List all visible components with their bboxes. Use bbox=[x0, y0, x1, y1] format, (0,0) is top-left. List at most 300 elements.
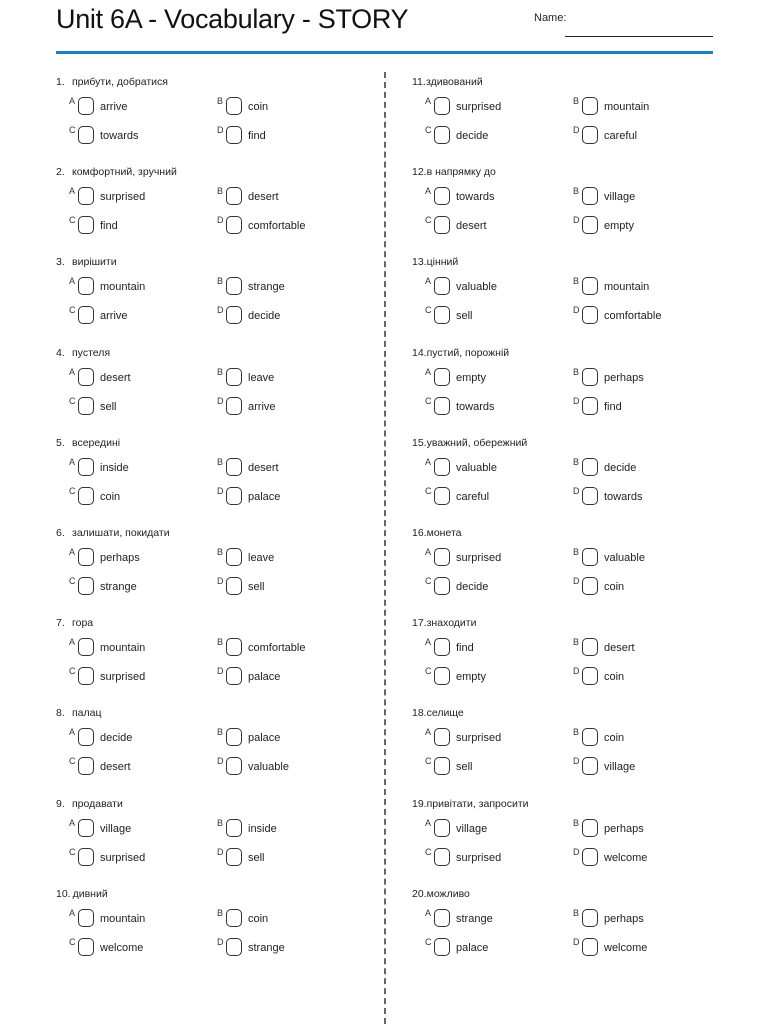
option-word: comfortable bbox=[248, 642, 306, 655]
answer-checkbox[interactable] bbox=[226, 187, 242, 205]
answer-checkbox[interactable] bbox=[582, 187, 598, 205]
option-word: inside bbox=[100, 461, 129, 474]
question-text: залишати, покидати bbox=[72, 526, 170, 539]
question-text: здивований bbox=[426, 76, 483, 88]
answer-checkbox[interactable] bbox=[78, 187, 94, 205]
option-word: find bbox=[456, 642, 474, 655]
option-word: palace bbox=[248, 732, 281, 745]
option-letter: A bbox=[69, 96, 76, 106]
option-word: surprised bbox=[100, 671, 146, 684]
option-letter: D bbox=[217, 305, 224, 316]
question-number: 17. bbox=[412, 617, 427, 630]
answer-checkbox[interactable] bbox=[582, 667, 598, 685]
answer-checkbox[interactable] bbox=[226, 306, 242, 324]
answer-checkbox[interactable] bbox=[582, 819, 598, 837]
question-number: 3. bbox=[56, 256, 65, 269]
question-prompt bbox=[412, 347, 509, 359]
option-word: welcome bbox=[604, 941, 648, 954]
option-word: coin bbox=[248, 101, 269, 113]
option-word: desert bbox=[604, 642, 635, 655]
question-text: всередині bbox=[72, 436, 121, 449]
right-column bbox=[412, 76, 732, 978]
answer-checkbox[interactable] bbox=[226, 819, 242, 837]
option-letter: C bbox=[69, 846, 76, 857]
option-word: empty bbox=[456, 671, 486, 684]
answer-checkbox[interactable] bbox=[226, 638, 242, 656]
question-item bbox=[56, 798, 376, 888]
option-letter: D bbox=[573, 305, 580, 316]
option-letter: C bbox=[425, 666, 432, 677]
option-letter: D bbox=[573, 125, 580, 135]
answer-checkbox[interactable] bbox=[78, 728, 94, 746]
option-letter: A bbox=[425, 637, 432, 648]
question-number: 11. bbox=[412, 76, 426, 88]
question-number: 9. bbox=[56, 797, 65, 810]
question-prompt bbox=[56, 798, 123, 810]
question-item bbox=[56, 347, 376, 437]
answer-checkbox[interactable] bbox=[226, 848, 242, 866]
option-letter: B bbox=[573, 366, 580, 377]
question-text: вирішити bbox=[72, 256, 117, 269]
option-letter: B bbox=[573, 456, 580, 467]
option-word: empty bbox=[456, 371, 486, 384]
option-word: towards bbox=[456, 191, 495, 204]
option-word: comfortable bbox=[248, 220, 306, 233]
question-item bbox=[56, 166, 376, 256]
option-word: surprised bbox=[456, 551, 502, 564]
answer-checkbox[interactable] bbox=[434, 819, 450, 837]
answer-checkbox[interactable] bbox=[582, 277, 598, 295]
answer-checkbox[interactable] bbox=[78, 909, 94, 927]
option-letter: D bbox=[217, 936, 224, 947]
question-number: 13. bbox=[412, 256, 427, 269]
answer-checkbox[interactable] bbox=[434, 277, 450, 295]
question-prompt bbox=[56, 888, 108, 900]
option-word: strange bbox=[248, 281, 285, 294]
option-word: coin bbox=[604, 671, 625, 684]
answer-checkbox[interactable] bbox=[226, 667, 242, 685]
option-word: welcome bbox=[604, 851, 648, 864]
option-letter: C bbox=[69, 756, 76, 767]
option-letter: A bbox=[425, 817, 432, 828]
option-word: arrive bbox=[248, 400, 276, 413]
question-number: 16. bbox=[412, 526, 427, 539]
question-prompt bbox=[56, 347, 110, 359]
option-word: desert bbox=[456, 220, 487, 233]
option-letter: B bbox=[573, 96, 580, 106]
answer-checkbox[interactable] bbox=[226, 97, 242, 115]
option-word: coin bbox=[604, 732, 625, 745]
option-word: village bbox=[604, 761, 636, 774]
option-word: mountain bbox=[100, 912, 146, 925]
answer-checkbox[interactable] bbox=[78, 397, 94, 415]
option-word: surprised bbox=[100, 851, 146, 864]
answer-checkbox[interactable] bbox=[582, 126, 598, 144]
option-letter: A bbox=[425, 727, 432, 738]
option-letter: A bbox=[69, 546, 76, 557]
option-letter: D bbox=[573, 215, 580, 226]
question-prompt bbox=[412, 166, 496, 178]
question-text: уважний, обережний bbox=[426, 436, 528, 449]
answer-checkbox[interactable] bbox=[434, 458, 450, 476]
question-text: прибути, добратися bbox=[72, 76, 168, 88]
option-word: strange bbox=[100, 580, 137, 593]
question-item bbox=[56, 888, 376, 978]
option-letter: A bbox=[69, 907, 76, 918]
option-word: palace bbox=[248, 671, 281, 684]
answer-checkbox[interactable] bbox=[582, 216, 598, 234]
answer-checkbox[interactable] bbox=[434, 126, 450, 144]
option-letter: D bbox=[573, 395, 580, 406]
option-word: decide bbox=[456, 580, 489, 593]
question-item bbox=[56, 437, 376, 527]
option-letter: D bbox=[573, 666, 580, 677]
question-prompt bbox=[56, 437, 120, 449]
answer-checkbox[interactable] bbox=[226, 126, 242, 144]
question-item bbox=[412, 347, 732, 437]
question-item bbox=[412, 437, 732, 527]
option-letter: B bbox=[217, 546, 224, 557]
answer-checkbox[interactable] bbox=[582, 397, 598, 415]
option-word: empty bbox=[604, 220, 634, 233]
answer-checkbox[interactable] bbox=[226, 909, 242, 927]
option-letter: B bbox=[217, 96, 224, 106]
answer-checkbox[interactable] bbox=[226, 458, 242, 476]
answer-checkbox[interactable] bbox=[226, 397, 242, 415]
option-letter: A bbox=[69, 186, 76, 197]
option-word: village bbox=[456, 822, 488, 835]
answer-checkbox[interactable] bbox=[582, 548, 598, 566]
question-prompt bbox=[56, 527, 170, 539]
question-number: 10. bbox=[56, 887, 71, 900]
answer-checkbox[interactable] bbox=[226, 577, 242, 595]
option-word: perhaps bbox=[604, 371, 644, 384]
option-letter: B bbox=[217, 817, 224, 828]
option-letter: C bbox=[425, 125, 432, 135]
option-letter: B bbox=[573, 546, 580, 557]
answer-checkbox[interactable] bbox=[434, 728, 450, 746]
answer-checkbox[interactable] bbox=[582, 638, 598, 656]
option-word: decide bbox=[456, 130, 489, 142]
option-letter: B bbox=[573, 817, 580, 828]
question-prompt bbox=[56, 707, 102, 719]
question-text: монета bbox=[426, 526, 462, 539]
answer-checkbox[interactable] bbox=[226, 487, 242, 505]
option-word: sell bbox=[248, 580, 265, 593]
option-word: leave bbox=[248, 551, 275, 564]
answer-checkbox[interactable] bbox=[434, 187, 450, 205]
option-letter: A bbox=[69, 276, 76, 287]
option-word: mountain bbox=[604, 101, 650, 113]
option-word: village bbox=[100, 822, 132, 835]
question-number: 7. bbox=[56, 617, 65, 630]
option-letter: D bbox=[573, 756, 580, 767]
name-field-line[interactable] bbox=[565, 36, 713, 37]
option-word: towards bbox=[604, 490, 643, 503]
answer-checkbox[interactable] bbox=[78, 938, 94, 956]
option-letter: D bbox=[217, 666, 224, 677]
question-number: 2. bbox=[56, 166, 65, 179]
question-item bbox=[412, 166, 732, 256]
option-letter: C bbox=[425, 485, 432, 496]
option-letter: D bbox=[217, 215, 224, 226]
option-letter: B bbox=[217, 907, 224, 918]
answer-checkbox[interactable] bbox=[226, 757, 242, 775]
answer-checkbox[interactable] bbox=[226, 368, 242, 386]
option-word: valuable bbox=[248, 761, 289, 774]
answer-checkbox[interactable] bbox=[582, 458, 598, 476]
column-divider bbox=[384, 72, 386, 1024]
answer-checkbox[interactable] bbox=[582, 487, 598, 505]
answer-checkbox[interactable] bbox=[582, 97, 598, 115]
option-word: perhaps bbox=[604, 912, 644, 925]
option-letter: B bbox=[217, 366, 224, 377]
question-text: комфортний, зручний bbox=[72, 166, 177, 179]
option-letter: C bbox=[69, 666, 76, 677]
answer-checkbox[interactable] bbox=[582, 757, 598, 775]
answer-checkbox[interactable] bbox=[78, 757, 94, 775]
option-letter: A bbox=[425, 96, 432, 106]
option-word: surprised bbox=[456, 851, 502, 864]
option-letter: C bbox=[69, 575, 76, 586]
option-word: sell bbox=[456, 310, 473, 323]
option-word: village bbox=[604, 191, 636, 204]
answer-checkbox[interactable] bbox=[78, 848, 94, 866]
answer-checkbox[interactable] bbox=[78, 487, 94, 505]
question-item bbox=[412, 527, 732, 617]
question-prompt bbox=[412, 707, 464, 719]
option-word: careful bbox=[604, 130, 638, 142]
question-number: 8. bbox=[56, 707, 65, 720]
option-letter: C bbox=[425, 215, 432, 226]
answer-checkbox[interactable] bbox=[78, 458, 94, 476]
option-letter: A bbox=[69, 366, 76, 377]
option-word: arrive bbox=[100, 310, 128, 323]
answer-checkbox[interactable] bbox=[434, 848, 450, 866]
option-letter: B bbox=[217, 727, 224, 738]
question-prompt bbox=[412, 76, 483, 88]
option-word: desert bbox=[100, 761, 131, 774]
question-number: 18. bbox=[412, 707, 427, 720]
question-text: селище bbox=[426, 707, 464, 720]
answer-checkbox[interactable] bbox=[434, 757, 450, 775]
option-letter: A bbox=[425, 276, 432, 287]
option-word: coin bbox=[248, 912, 269, 925]
option-word: find bbox=[248, 130, 266, 142]
option-word: valuable bbox=[604, 551, 645, 564]
question-prompt bbox=[412, 527, 462, 539]
answer-checkbox[interactable] bbox=[434, 909, 450, 927]
answer-checkbox[interactable] bbox=[226, 938, 242, 956]
question-text: продавати bbox=[72, 797, 123, 810]
option-word: mountain bbox=[100, 642, 146, 655]
option-word: coin bbox=[604, 580, 625, 593]
option-letter: C bbox=[425, 846, 432, 857]
answer-checkbox[interactable] bbox=[434, 577, 450, 595]
answer-checkbox[interactable] bbox=[78, 638, 94, 656]
question-prompt bbox=[412, 256, 458, 268]
answer-checkbox[interactable] bbox=[582, 306, 598, 324]
option-letter: B bbox=[217, 637, 224, 648]
answer-checkbox[interactable] bbox=[226, 277, 242, 295]
answer-checkbox[interactable] bbox=[226, 548, 242, 566]
option-letter: C bbox=[69, 485, 76, 496]
option-letter: C bbox=[69, 125, 76, 135]
answer-checkbox[interactable] bbox=[434, 306, 450, 324]
option-letter: D bbox=[217, 485, 224, 496]
option-word: desert bbox=[248, 461, 279, 474]
answer-checkbox[interactable] bbox=[78, 667, 94, 685]
left-column bbox=[56, 76, 376, 978]
option-letter: D bbox=[573, 485, 580, 496]
option-letter: C bbox=[425, 575, 432, 586]
answer-checkbox[interactable] bbox=[78, 819, 94, 837]
page-title: Unit 6A - Vocabulary - STORY bbox=[56, 4, 409, 34]
option-letter: D bbox=[217, 756, 224, 767]
question-text: палац bbox=[72, 707, 102, 720]
answer-checkbox[interactable] bbox=[582, 909, 598, 927]
option-letter: B bbox=[573, 186, 580, 197]
question-item bbox=[412, 798, 732, 888]
question-number: 14. bbox=[412, 346, 427, 359]
answer-checkbox[interactable] bbox=[434, 397, 450, 415]
question-prompt bbox=[56, 166, 177, 178]
option-letter: C bbox=[425, 756, 432, 767]
option-word: towards bbox=[100, 130, 139, 142]
answer-checkbox[interactable] bbox=[582, 848, 598, 866]
option-word: sell bbox=[456, 761, 473, 774]
option-word: towards bbox=[456, 400, 495, 413]
question-prompt bbox=[412, 888, 470, 900]
question-item bbox=[56, 527, 376, 617]
option-letter: A bbox=[69, 817, 76, 828]
option-letter: C bbox=[425, 395, 432, 406]
question-text: гора bbox=[72, 617, 94, 630]
option-letter: A bbox=[425, 546, 432, 557]
header-rule bbox=[56, 51, 713, 54]
option-word: welcome bbox=[100, 941, 144, 954]
answer-checkbox[interactable] bbox=[582, 577, 598, 595]
question-prompt bbox=[412, 617, 476, 629]
option-word: decide bbox=[100, 732, 133, 745]
question-item bbox=[412, 617, 732, 707]
option-word: surprised bbox=[100, 191, 146, 204]
question-number: 1. bbox=[56, 76, 65, 88]
option-letter: A bbox=[69, 637, 76, 648]
answer-checkbox[interactable] bbox=[78, 216, 94, 234]
answer-checkbox[interactable] bbox=[78, 126, 94, 144]
option-letter: D bbox=[573, 936, 580, 947]
question-item bbox=[412, 707, 732, 797]
answer-checkbox[interactable] bbox=[78, 577, 94, 595]
option-letter: D bbox=[573, 846, 580, 857]
answer-checkbox[interactable] bbox=[434, 667, 450, 685]
answer-checkbox[interactable] bbox=[582, 368, 598, 386]
question-text: пустий, порожній bbox=[426, 346, 510, 359]
option-letter: C bbox=[425, 936, 432, 947]
option-letter: D bbox=[217, 125, 224, 135]
question-number: 12. bbox=[412, 166, 427, 179]
option-letter: B bbox=[573, 727, 580, 738]
option-word: sell bbox=[248, 851, 265, 864]
answer-checkbox[interactable] bbox=[582, 728, 598, 746]
question-number: 15. bbox=[412, 436, 427, 449]
answer-checkbox[interactable] bbox=[434, 938, 450, 956]
option-letter: A bbox=[69, 456, 76, 467]
option-letter: B bbox=[573, 637, 580, 648]
question-number: 5. bbox=[56, 436, 65, 449]
option-word: surprised bbox=[456, 101, 502, 113]
option-word: valuable bbox=[456, 461, 497, 474]
question-text: дивний bbox=[72, 887, 108, 900]
option-word: strange bbox=[248, 941, 285, 954]
answer-checkbox[interactable] bbox=[582, 938, 598, 956]
question-prompt bbox=[56, 617, 93, 629]
option-word: decide bbox=[248, 310, 281, 323]
answer-checkbox[interactable] bbox=[434, 487, 450, 505]
option-letter: B bbox=[573, 276, 580, 287]
option-word: desert bbox=[248, 191, 279, 204]
question-item bbox=[412, 888, 732, 978]
answer-checkbox[interactable] bbox=[78, 368, 94, 386]
answer-checkbox[interactable] bbox=[226, 216, 242, 234]
option-word: mountain bbox=[604, 281, 650, 294]
option-letter: A bbox=[425, 907, 432, 918]
option-word: perhaps bbox=[100, 551, 140, 564]
option-letter: D bbox=[217, 846, 224, 857]
answer-checkbox[interactable] bbox=[78, 97, 94, 115]
option-word: mountain bbox=[100, 281, 146, 294]
option-word: decide bbox=[604, 461, 637, 474]
question-prompt bbox=[412, 798, 529, 810]
question-number: 20. bbox=[412, 887, 427, 900]
option-letter: B bbox=[217, 456, 224, 467]
option-letter: C bbox=[69, 395, 76, 406]
answer-checkbox[interactable] bbox=[78, 277, 94, 295]
option-letter: D bbox=[217, 575, 224, 586]
option-letter: C bbox=[69, 305, 76, 316]
answer-checkbox[interactable] bbox=[226, 728, 242, 746]
option-letter: A bbox=[425, 186, 432, 197]
option-word: palace bbox=[456, 941, 489, 954]
option-word: leave bbox=[248, 371, 275, 384]
question-item bbox=[56, 256, 376, 346]
question-text: цінний bbox=[426, 256, 459, 269]
answer-checkbox[interactable] bbox=[434, 548, 450, 566]
option-word: sell bbox=[100, 400, 117, 413]
option-word: valuable bbox=[456, 281, 497, 294]
option-letter: D bbox=[573, 575, 580, 586]
option-word: palace bbox=[248, 490, 281, 503]
answer-checkbox[interactable] bbox=[78, 306, 94, 324]
question-text: пустеля bbox=[72, 346, 111, 359]
question-number: 4. bbox=[56, 346, 65, 359]
option-letter: C bbox=[425, 305, 432, 316]
answer-checkbox[interactable] bbox=[434, 216, 450, 234]
option-word: desert bbox=[100, 371, 131, 384]
option-word: comfortable bbox=[604, 310, 662, 323]
answer-checkbox[interactable] bbox=[434, 368, 450, 386]
option-letter: C bbox=[69, 215, 76, 226]
question-prompt bbox=[412, 437, 527, 449]
answer-checkbox[interactable] bbox=[434, 638, 450, 656]
option-word: find bbox=[604, 400, 622, 413]
answer-checkbox[interactable] bbox=[78, 548, 94, 566]
option-letter: D bbox=[217, 395, 224, 406]
question-prompt bbox=[56, 76, 168, 88]
answer-checkbox[interactable] bbox=[434, 97, 450, 115]
question-item bbox=[412, 256, 732, 346]
